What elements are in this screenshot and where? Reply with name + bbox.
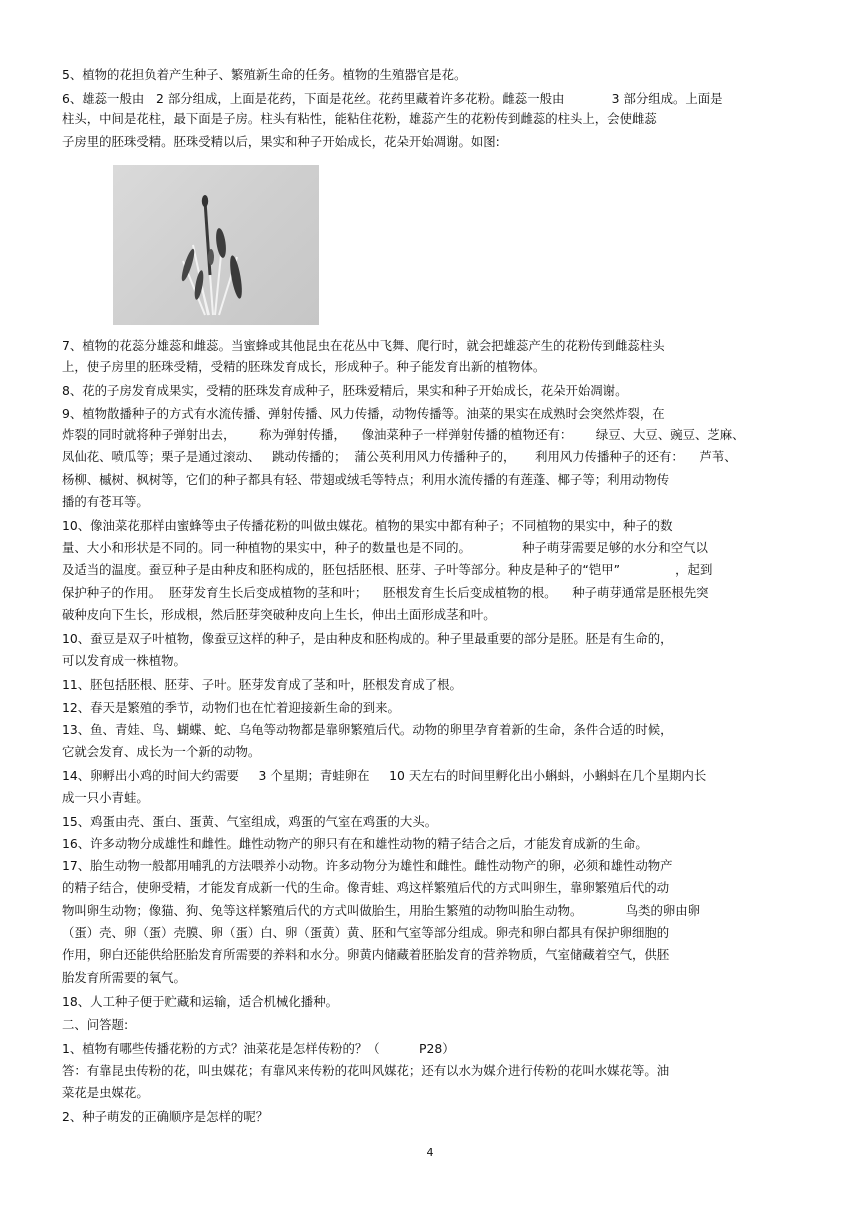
text-line: 18、人工种子便于贮藏和运输，适合机械化播种。 [62, 994, 338, 1009]
text-line: 1、植物有哪些传播花粉的方式？油菜花是怎样传粉的？（ P28） [62, 1041, 455, 1056]
flower-stamen-illustration [113, 165, 319, 325]
text-line: 的精子结合，使卵受精，才能发育成新一代的生命。像青蛙、鸡这样繁殖后代的方式叫卵生，靠卵繁殖后代的动 [62, 880, 670, 895]
text-line: 9、植物散播种子的方式有水流传播、弹射传播、风力传播，动物传播等。油菜的果实在成熟时会突然炸裂，在 [62, 406, 665, 421]
text-line: 13、鱼、青娃、鸟、蝴蝶、蛇、乌龟等动物都是靠卵繁殖后代。动物的卵里孕育着新的生命，条件合适的时候， [62, 722, 673, 737]
text-line: 菜花是虫媒花。 [62, 1085, 149, 1100]
text-line: 16、许多动物分成雄性和雌性。雌性动物产的卵只有在和雄性动物的精子结合之后，才能发育成新的生命。 [62, 836, 648, 851]
text-line: 答：有靠昆虫传粉的花，叫虫媒花；有靠风来传粉的花叫风媒花；还有以水为媒介进行传粉的花叫水媒花等。油 [62, 1063, 670, 1078]
text-line: 10、蚕豆是双子叶植物，像蚕豆这样的种子，是由种皮和胚构成的。种子里最重要的部分是胚。胚是有生命的， [62, 631, 673, 646]
text-line: 作用，卵白还能供给胚胎发育所需要的养料和水分。卵黄内储藏着胚胎发育的营养物质，气室储藏着空气，供胚 [62, 947, 670, 962]
text-line: 上，使子房里的胚珠受精，受精的胚珠发育成长，形成种子。种子能发育出新的植物体。 [62, 359, 546, 374]
text-line: 成一只小青蛙。 [62, 790, 149, 805]
text-line: 6、雄蕊一般由 2 部分组成，上面是花药，下面是花丝。花药里藏着许多花粉。雌蕊一般由 3 部分组成。上面是 [62, 91, 723, 106]
text-line: 11、胚包括胚根、胚芽、子叶。胚芽发育成了茎和叶，胚根发育成了根。 [62, 677, 462, 692]
text-line: 破种皮向下生长，形成根，然后胚芽突破种皮向上生长，伸出土面形成茎和叶。 [62, 607, 496, 622]
text-line: 2、种子萌发的正确顺序是怎样的呢？ [62, 1109, 269, 1124]
text-line: 保护种子的作用。 胚芽发育生长后变成植物的茎和叶； 胚根发育生长后变成植物的根。 种子萌芽通常是胚根先突 [62, 585, 709, 600]
text-line: 炸裂的同时就将种子弹射出去， 称为弹射传播， 像油菜种子一样弹射传播的植物还有： 绿豆、大豆、豌豆、芝麻、 [62, 427, 745, 442]
text-line: 杨柳、槭树、枫树等，它们的种子都具有轻、带翅或绒毛等特点；利用水流传播的有莲蓬、椰子等；利用动物传 [62, 472, 670, 487]
text-line: 胎发育所需要的氧气。 [62, 970, 186, 985]
stamen-pistil-photo [113, 165, 319, 325]
text-line: 及适当的温度。蚕豆种子是由种皮和胚构成的，胚包括胚根、胚芽、子叶等部分。种皮是种子的“铠甲” ，起到 [62, 562, 713, 577]
text-line: 播的有苍耳等。 [62, 494, 149, 509]
text-line: 二、问答题: [62, 1017, 129, 1032]
text-line: 15、鸡蛋由壳、蛋白、蛋黄、气室组成，鸡蛋的气室在鸡蛋的大头。 [62, 814, 438, 829]
text-line: 它就会发育、成长为一个新的动物。 [62, 744, 261, 759]
text-line: 12、春天是繁殖的季节，动物们也在忙着迎接新生命的到来。 [62, 700, 400, 715]
page-number: 4 [426, 1146, 434, 1159]
text-line: 7、植物的花蕊分雄蕊和雌蕊。当蜜蜂或其他昆虫在花丛中飞舞、爬行时，就会把雄蕊产生的花粉传到雌蕊柱头 [62, 338, 665, 353]
text-line: 子房里的胚珠受精。胚珠受精以后，果实和种子开始成长，花朵开始凋谢。如图: [62, 134, 500, 149]
text-line: 凤仙花、喷瓜等；栗子是通过滚动、 跳动传播的； 蒲公英利用风力传播种子的， 利用风力传播种子的还有： 芦苇、 [62, 449, 737, 464]
text-line: 可以发育成一株植物。 [62, 653, 186, 668]
text-line: 柱头，中间是花柱，最下面是子房。柱头有粘性，能粘住花粉，雄蕊产生的花粉传到雌蕊的柱头上，会使雌蕊 [62, 111, 657, 126]
text-line: 8、花的子房发育成果实，受精的胚珠发育成种子，胚珠爱精后，果实和种子开始成长，花朵开始凋谢。 [62, 383, 628, 398]
text-line: 14、卵孵出小鸡的时间大约需要 3 个星期；青蛙卵在 10 天左右的时间里孵化出小蝌蚪，小蝌蚪在几个星期内长 [62, 768, 707, 783]
text-line: 量、大小和形状是不同的。同一种植物的果实中，种子的数量也是不同的。 种子萌芽需要足够的水分和空气以 [62, 540, 708, 555]
text-line: 物叫卵生动物；像猫、狗、兔等这样繁殖后代的方式叫做胎生，用胎生繁殖的动物叫胎生动物。 鸟类的卵由卵 [62, 903, 701, 918]
text-line: 17、胎生动物一般都用哺乳的方法喂养小动物。许多动物分为雄性和雌性。雌性动物产的卵，必须和雄性动物产 [62, 858, 673, 873]
text-line: 5、植物的花担负着产生种子、繁殖新生命的任务。植物的生殖器官是花。 [62, 67, 467, 82]
text-line: （蛋）壳、卵（蛋）壳膜、卵（蛋）白、卵（蛋黄）黄、胚和气室等部分组成。卵壳和卵白都具有保护卵细胞的 [62, 925, 670, 940]
text-line: 10、像油菜花那样由蜜蜂等虫子传播花粉的叫做虫媒花。植物的果实中都有种子；不同植物的果实中，种子的数 [62, 518, 673, 533]
